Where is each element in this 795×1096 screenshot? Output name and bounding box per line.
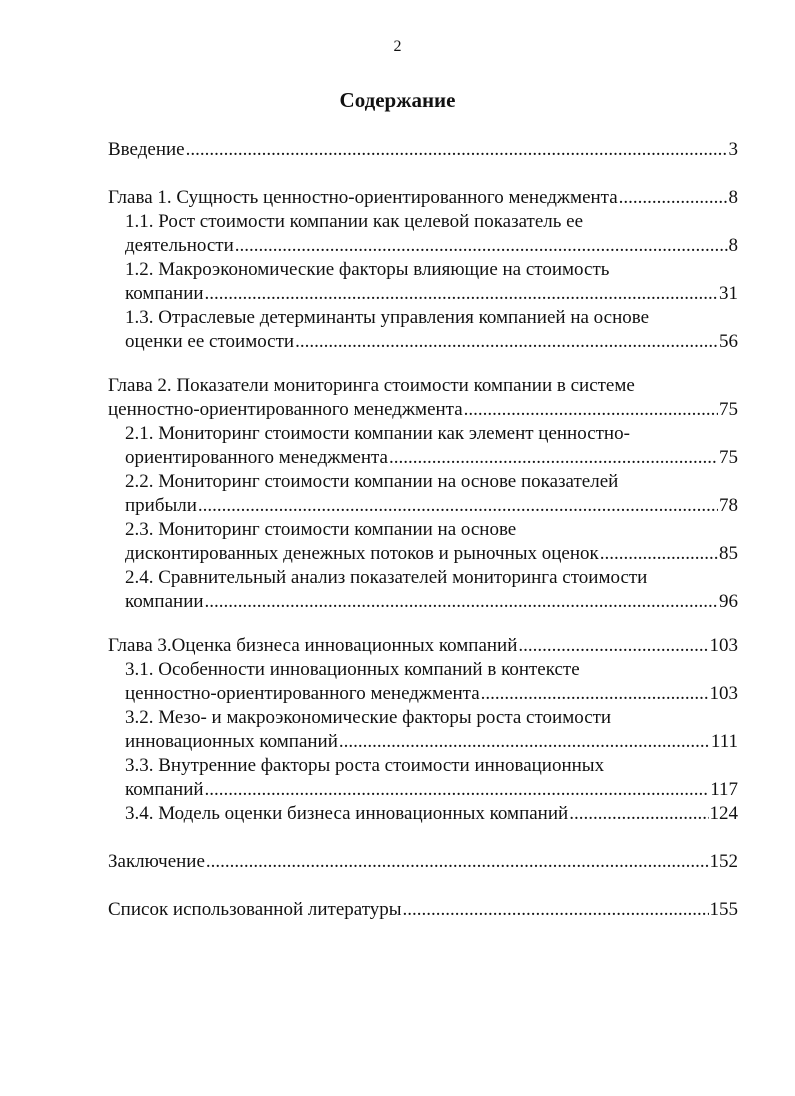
toc-page-number: 124 <box>709 803 738 824</box>
table-of-contents <box>108 138 738 922</box>
toc-entry-title-continued: ориентированного менеджмента <box>125 447 388 468</box>
toc-entry-conclusion[interactable] <box>108 850 738 874</box>
toc-entry-title: 3.3. Внутренние факторы роста стоимости инновационных <box>125 755 605 776</box>
toc-entry-title-continued: ценностно-ориентированного менеджмента <box>108 399 463 420</box>
toc-entry-section-2-2[interactable] <box>108 470 738 518</box>
toc-entry-title-continued: прибыли <box>125 495 197 516</box>
toc-entry-title: 3.1. Особенности инновационных компаний в контексте <box>125 659 580 680</box>
toc-page-number: 117 <box>710 779 738 800</box>
toc-entry-title: 2.3. Мониторинг стоимости компании на основе <box>125 519 517 540</box>
toc-entry-title: 1.2. Макроэкономические факторы влияющие на стоимость <box>125 259 610 280</box>
toc-entry-title-continued: компаний <box>125 779 204 800</box>
toc-leader-dots <box>389 446 718 470</box>
toc-page-number: 103 <box>709 683 738 704</box>
toc-entry-references[interactable] <box>108 898 738 922</box>
toc-entry-section-3-4[interactable] <box>108 802 738 826</box>
toc-entry-title: 3.4. Модель оценки бизнеса инновационных компаний <box>125 803 569 824</box>
toc-entry-title-continued: компании <box>125 591 204 612</box>
toc-entry-section-3-1[interactable] <box>108 658 738 706</box>
toc-entry-title: 1.1. Рост стоимости компании как целевой показатель ее <box>125 211 584 232</box>
toc-page-number: 78 <box>719 495 738 516</box>
toc-leader-dots <box>198 494 718 518</box>
toc-leader-dots <box>569 802 708 826</box>
toc-leader-dots <box>186 138 728 162</box>
toc-entry-title-continued: ценностно-ориентированного менеджмента <box>125 683 480 704</box>
toc-entry-title: Глава 1. Сущность ценностно-ориентированного менеджмента <box>108 187 618 208</box>
toc-entry-title: Глава 3.Оценка бизнеса инновационных компаний <box>108 635 518 656</box>
toc-entry-chapter-2[interactable] <box>108 374 738 422</box>
toc-page-number: 3 <box>728 139 738 160</box>
toc-page-number: 56 <box>719 331 738 352</box>
toc-page-number: 96 <box>719 591 738 612</box>
toc-page-number: 31 <box>719 283 738 304</box>
toc-leader-dots <box>464 398 718 422</box>
toc-page-number: 8 <box>728 187 738 208</box>
page-number: 2 <box>393 38 402 55</box>
toc-page-number: 85 <box>719 543 738 564</box>
toc-entry-title-continued: инновационных компаний <box>125 731 338 752</box>
toc-page-number: 8 <box>728 235 738 256</box>
toc-entry-title: 3.2. Мезо- и макроэкономические факторы роста стоимости <box>125 707 612 728</box>
toc-entry-title: Глава 2. Показатели мониторинга стоимости компании в системе <box>108 375 635 396</box>
toc-entry-section-1-3[interactable] <box>108 306 738 354</box>
toc-page-number: 75 <box>719 399 738 420</box>
toc-leader-dots <box>205 778 710 802</box>
toc-page-number: 155 <box>709 899 738 920</box>
toc-entry-section-3-2[interactable] <box>108 706 738 754</box>
toc-leader-dots <box>205 282 718 306</box>
toc-entry-section-1-1[interactable] <box>108 210 738 258</box>
toc-page-number: 103 <box>709 635 738 656</box>
toc-entry-title: 1.3. Отраслевые детерминанты управления компанией на основе <box>125 307 650 328</box>
toc-page-number: 111 <box>710 731 738 752</box>
toc-entry-introduction[interactable] <box>108 138 738 162</box>
toc-leader-dots <box>205 590 718 614</box>
toc-entry-title-continued: деятельности <box>125 235 234 256</box>
page-title: Содержание <box>339 88 456 112</box>
toc-leader-dots <box>235 234 728 258</box>
toc-entry-title-continued: дисконтированных денежных потоков и рыночных оценок <box>125 543 599 564</box>
toc-entry-title: Введение <box>108 139 185 160</box>
toc-leader-dots <box>339 730 710 754</box>
toc-entry-section-2-4[interactable] <box>108 566 738 614</box>
toc-entry-title: Список использованной литературы <box>108 899 402 920</box>
toc-entry-title-continued: оценки ее стоимости <box>125 331 295 352</box>
toc-page-number: 152 <box>709 851 738 872</box>
toc-leader-dots <box>403 898 709 922</box>
toc-entry-title: 2.2. Мониторинг стоимости компании на основе показателей <box>125 471 619 492</box>
toc-leader-dots <box>518 634 708 658</box>
toc-entry-section-2-1[interactable] <box>108 422 738 470</box>
toc-entry-section-3-3[interactable] <box>108 754 738 802</box>
toc-entry-chapter-1[interactable] <box>108 186 738 210</box>
toc-entry-title: 2.4. Сравнительный анализ показателей мониторинга стоимости <box>125 567 648 588</box>
toc-leader-dots <box>619 186 728 210</box>
toc-entry-title: 2.1. Мониторинг стоимости компании как элемент ценностно- <box>125 423 630 444</box>
toc-leader-dots <box>600 542 718 566</box>
toc-entry-title: Заключение <box>108 851 205 872</box>
toc-entry-title-continued: компании <box>125 283 204 304</box>
toc-leader-dots <box>206 850 709 874</box>
toc-page-number: 75 <box>719 447 738 468</box>
toc-entry-chapter-3[interactable] <box>108 634 738 658</box>
toc-leader-dots <box>295 330 718 354</box>
toc-entry-section-2-3[interactable] <box>108 518 738 566</box>
toc-leader-dots <box>481 682 709 706</box>
toc-entry-section-1-2[interactable] <box>108 258 738 306</box>
